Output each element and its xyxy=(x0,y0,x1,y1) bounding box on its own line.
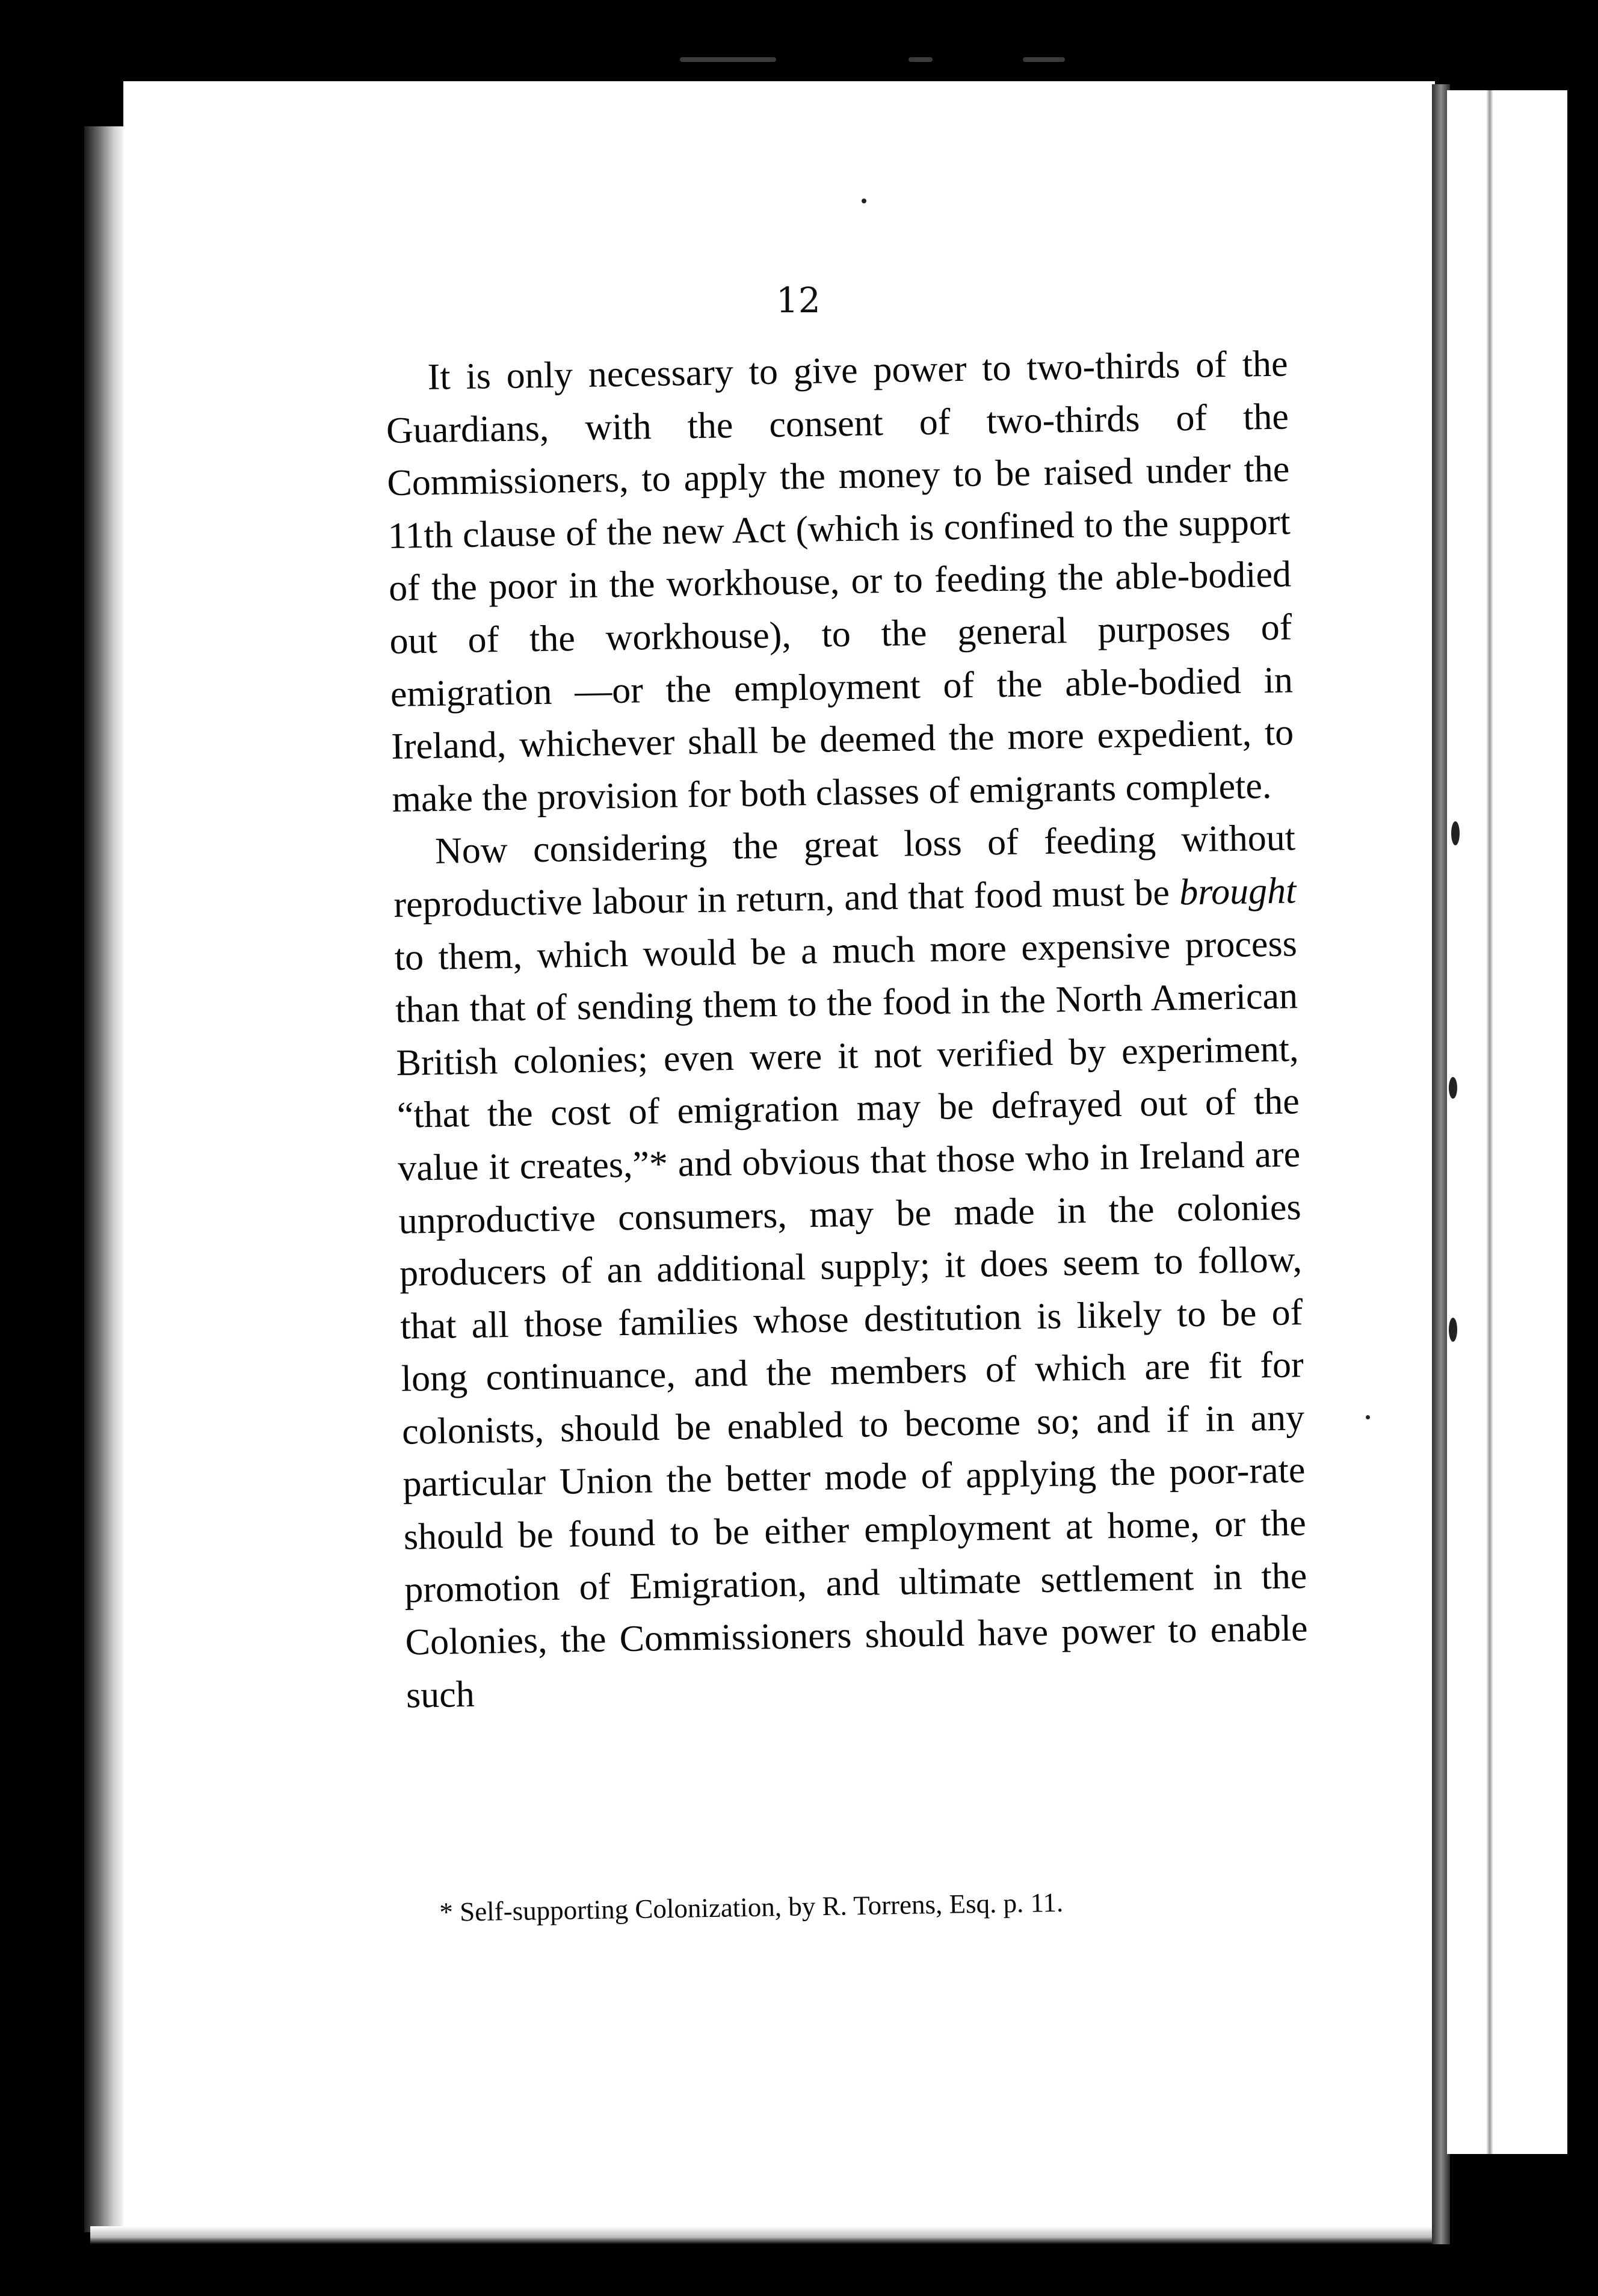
page-binding-shadow xyxy=(84,126,126,2232)
dust-speck xyxy=(1366,1415,1370,1419)
dust-speck xyxy=(862,199,866,203)
adjacent-page xyxy=(1447,90,1567,2154)
binding-mark xyxy=(1449,1077,1457,1099)
page-bottom-edge xyxy=(90,2226,1438,2244)
italic-word: brought xyxy=(1179,870,1297,913)
paragraph xyxy=(392,812,1309,1722)
paragraph: It is only necessary to give power to two-thirds of the Guardians, with the consent of two-thirds of the Commissioners, to apply the money to be raised under the 11th clause of the new Act (which is confined to the support of the poor in the workhouse, or to feeding the able-bodied out of the workhouse), to the general purposes of emigration —or the employment of the able-bodied in Ireland, whichever shall be deemed the more expedient, to make the provision for both classes of emigrants complete. xyxy=(386,343,1294,820)
body-text xyxy=(385,338,1309,1722)
binding-mark xyxy=(1451,821,1460,845)
paragraph-text: Now considering the great loss of feeding without reproductive labour in return, and that food must be xyxy=(393,817,1296,925)
scan-artifact xyxy=(1023,57,1065,62)
paragraph-text: to them, which would be a much more expensive process than that of sending them to the food in the North American British colonies; even were it not verified by experiment, “that the cost of emigration may be defrayed out of the value it creates,”* and obvious that those who in Ireland are unproductive consumers, may be made in the colonies producers of an additional supply; it does seem to follow, that all those families whose destitution is likely to be of long continuance, and the members of which are fit for colonists, should be enabled to become so; and if in any particular Union the better mode of applying the poor-rate should be found to be either employment at home, or the promotion of Emigration, and ultimate settlement in the Colonies, the Commissioners should have power to enable such xyxy=(394,922,1309,1716)
page-number: 12 xyxy=(776,280,821,321)
adjacent-page-edge xyxy=(1486,90,1493,2154)
scan-artifact xyxy=(909,57,933,62)
scan-artifact xyxy=(680,57,776,62)
binding-mark xyxy=(1449,1318,1457,1342)
footnote: * Self-supporting Colonization, by R. Torrens, Esq. p. 11. xyxy=(439,1887,1064,1927)
